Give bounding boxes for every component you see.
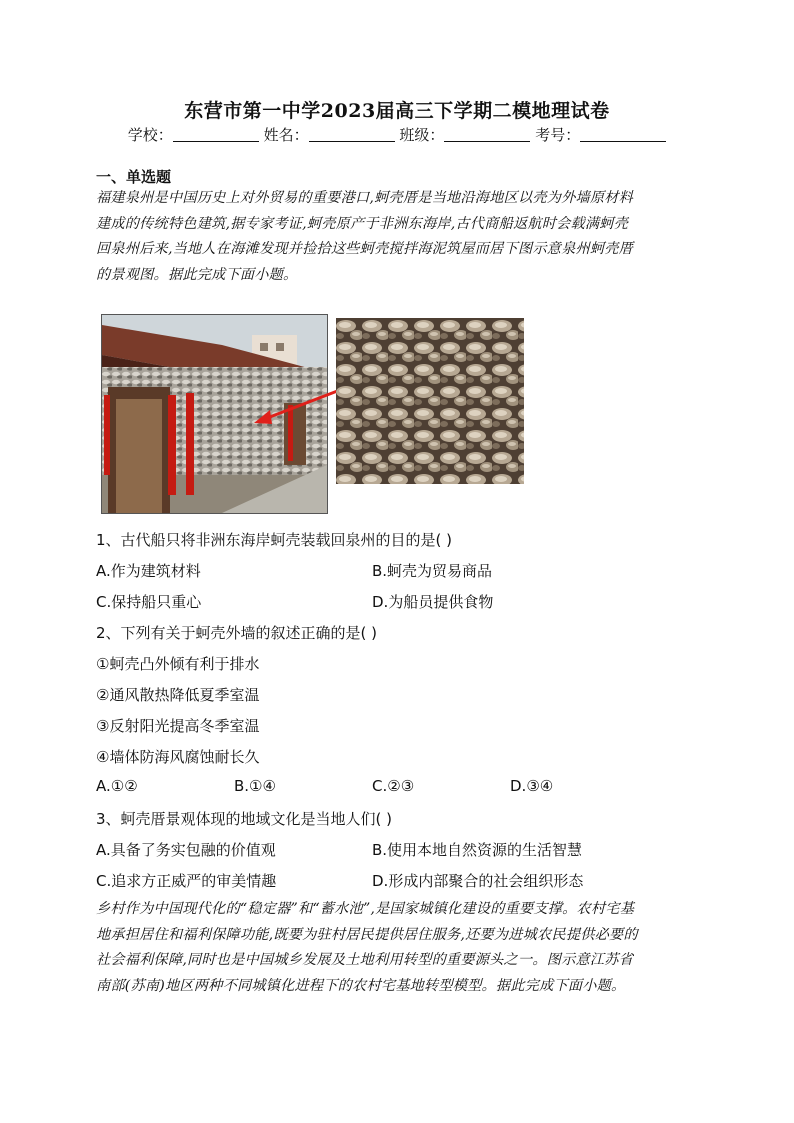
question-1-stem: 1、古代船只将非洲东海岸蚵壳装载回泉州的目的是( ) xyxy=(96,531,453,549)
q3-option-d[interactable]: D.形成内部聚合的社会组织形态 xyxy=(372,872,584,890)
question-3-stem: 3、蚵壳厝景观体现的地域文化是当地人们( ) xyxy=(96,810,393,828)
passage-line: 的景观图。据此完成下面小题。 xyxy=(96,266,298,283)
name-label: 姓名： xyxy=(263,126,309,144)
q2-option-b[interactable]: B.①④ xyxy=(234,777,276,795)
q2-statement-1: ①蚵壳凸外倾有利于排水 xyxy=(96,655,260,673)
section-heading: 一、单选题 xyxy=(96,168,172,186)
q2-statement-4: ④墙体防海风腐蚀耐长久 xyxy=(96,748,260,766)
q1-option-b[interactable]: B.蚵壳为贸易商品 xyxy=(372,562,493,580)
q1-option-d[interactable]: D.为船员提供食物 xyxy=(372,593,494,611)
passage-1 xyxy=(96,186,700,288)
q3-option-b[interactable]: B.使用本地自然资源的生活智慧 xyxy=(372,841,583,859)
passage-line: 地承担居住和福利保障功能,既要为驻村居民提供居住服务,还要为进城农民提供必要的 xyxy=(96,926,638,943)
passage-line: 南部(苏南)地区两种不同城镇化进程下的农村宅基地转型模型。据此完成下面小题。 xyxy=(96,977,626,994)
passage-line: 乡村作为中国现代化的“稳定器”和“蓄水池”,是国家城镇化建设的重要支撑。农村宅基 xyxy=(96,901,635,917)
question-2-stem: 2、下列有关于蚵壳外墙的叙述正确的是( ) xyxy=(96,624,378,642)
passage-line: 建成的传统特色建筑,据专家考证,蚵壳原产于非洲东海岸,古代商船返航时会载满蚵壳 xyxy=(96,215,629,232)
q3-option-c[interactable]: C.追求方正威严的审美情趣 xyxy=(96,872,277,890)
q2-option-a[interactable]: A.①② xyxy=(96,777,138,795)
oyster-shell-closeup-photo xyxy=(336,318,524,484)
exam-title: 东营市第一中学2023届高三下学期二模地理试卷 xyxy=(184,100,610,122)
exam-no-blank[interactable] xyxy=(580,127,666,142)
school-label: 学校： xyxy=(127,126,173,144)
exam-no-label: 考号： xyxy=(535,126,581,144)
q2-option-d[interactable]: D.③④ xyxy=(510,777,554,795)
passage-line: 社会福利保障,同时也是中国城乡发展及土地利用转型的重要源头之一。图示意江苏省 xyxy=(96,952,634,968)
name-blank[interactable] xyxy=(309,127,395,142)
q2-option-c[interactable]: C.②③ xyxy=(372,777,415,795)
q2-statement-3: ③反射阳光提高冬季室温 xyxy=(96,717,260,735)
passage-line: 回泉州后来,当地人在海滩发现并捡拾这些蚵壳搅拌海泥筑屋而居下图示意泉州蚵壳厝 xyxy=(96,241,634,257)
passage-line: 福建泉州是中国历史上对外贸易的重要港口,蚵壳厝是当地沿海地区以壳为外墙原材料 xyxy=(96,190,634,206)
school-blank[interactable] xyxy=(173,127,259,142)
q3-option-a[interactable]: A.具备了务实包融的价值观 xyxy=(96,841,276,859)
class-label: 班级： xyxy=(399,126,445,144)
q1-option-c[interactable]: C.保持船只重心 xyxy=(96,593,202,611)
q2-statement-2: ②通风散热降低夏季室温 xyxy=(96,686,260,704)
q1-option-a[interactable]: A.作为建筑材料 xyxy=(96,562,201,580)
passage-2 xyxy=(96,897,700,999)
student-info-line xyxy=(0,124,794,145)
class-blank[interactable] xyxy=(444,127,530,142)
